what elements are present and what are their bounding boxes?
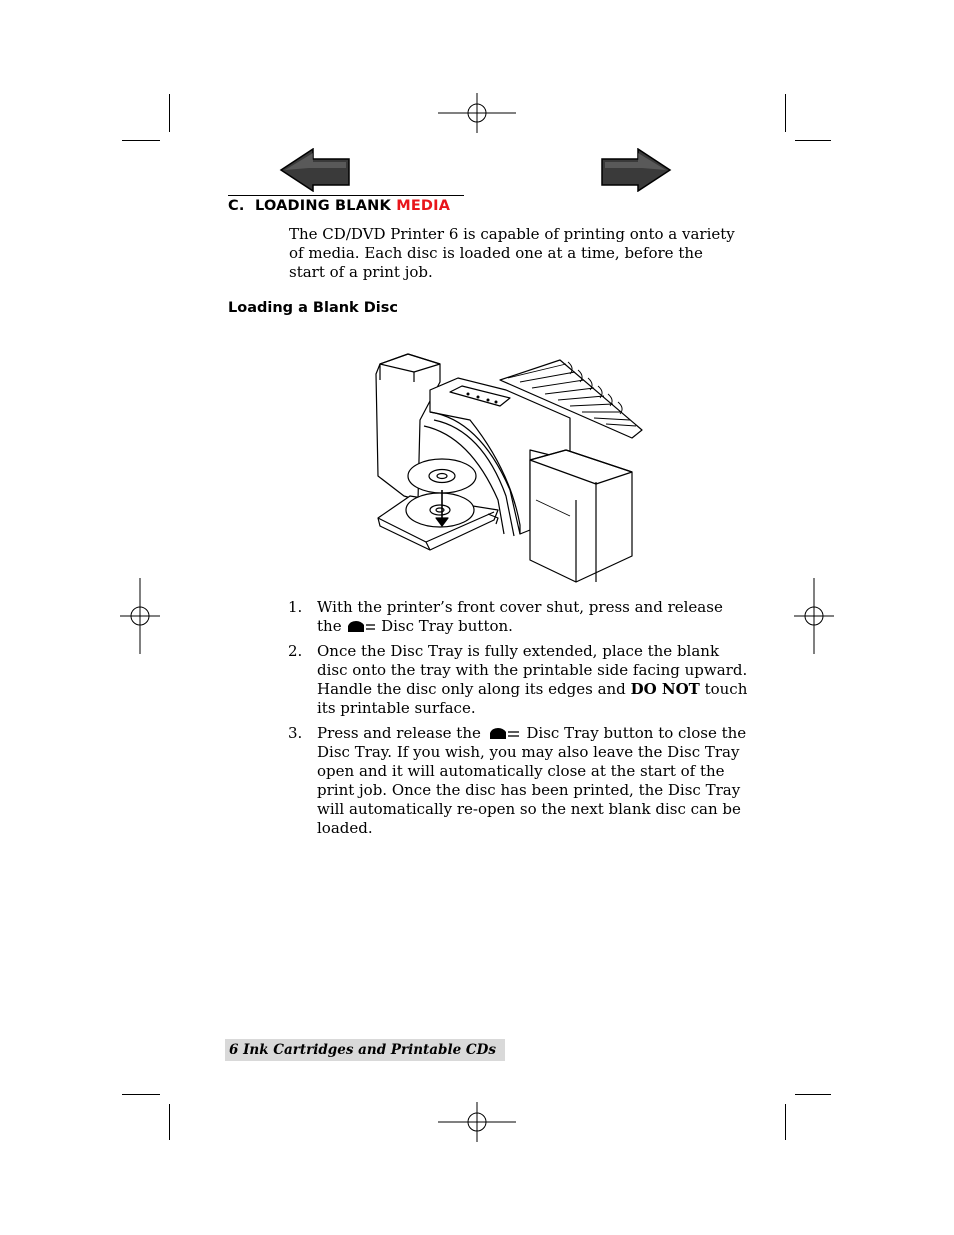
page-footer: 6 Ink Cartridges and Printable CDs bbox=[225, 1039, 505, 1061]
step-text: With the printer’s front cover shut, press and release the bbox=[317, 598, 723, 635]
left-arrow-icon[interactable] bbox=[279, 148, 351, 192]
disc-tray-button-icon bbox=[486, 726, 522, 740]
list-item bbox=[288, 642, 748, 718]
step-number: 3. bbox=[288, 724, 303, 742]
step-list bbox=[288, 598, 748, 844]
crop-mark bbox=[122, 1094, 160, 1095]
registration-mark-icon bbox=[438, 93, 516, 133]
intro-paragraph: The CD/DVD Printer 6 is capable of printing onto a variety of media. Each disc is loaded one at a time, before the start of a print job. bbox=[289, 225, 735, 281]
crop-mark bbox=[122, 140, 160, 141]
section-heading bbox=[228, 198, 450, 214]
step-number: 1. bbox=[288, 598, 303, 616]
crop-mark bbox=[169, 1104, 170, 1140]
step-text: Disc Tray button to close the Disc Tray. If you wish, you may also leave the Disc Tray open and it will automatically close at the start of the print job. Once the disc has been printed, the Disc Tray will automatically re-open so the next blank disc can be loaded. bbox=[317, 724, 747, 837]
step-text: Disc Tray button. bbox=[376, 617, 513, 635]
step-number: 2. bbox=[288, 642, 303, 660]
registration-mark-icon bbox=[120, 578, 160, 654]
crop-mark bbox=[785, 94, 786, 132]
list-item bbox=[288, 724, 748, 838]
crop-mark bbox=[169, 94, 170, 132]
step-text: Press and release the bbox=[317, 724, 486, 742]
section-heading-accent: MEDIA bbox=[396, 198, 451, 214]
registration-mark-icon bbox=[438, 1102, 516, 1142]
disc-tray-button-icon bbox=[346, 619, 376, 633]
section-rule bbox=[228, 195, 464, 196]
right-arrow-icon[interactable] bbox=[600, 148, 672, 192]
emphasis-text: DO NOT bbox=[630, 680, 700, 698]
step-text: touch its printable surface. bbox=[317, 680, 748, 717]
registration-mark-icon bbox=[794, 578, 834, 654]
step-text: Once the Disc Tray is fully extended, place the blank disc onto the tray with the printable side facing upward. Handle the disc only along its edges and bbox=[317, 642, 748, 698]
section-heading-prefix: C. LOADING BLANK bbox=[228, 198, 397, 214]
crop-mark bbox=[785, 1104, 786, 1140]
printer-illustration bbox=[370, 350, 650, 586]
crop-mark bbox=[795, 1094, 831, 1095]
subsection-title: Loading a Blank Disc bbox=[228, 300, 398, 316]
crop-mark bbox=[795, 140, 831, 141]
list-item bbox=[288, 598, 748, 636]
